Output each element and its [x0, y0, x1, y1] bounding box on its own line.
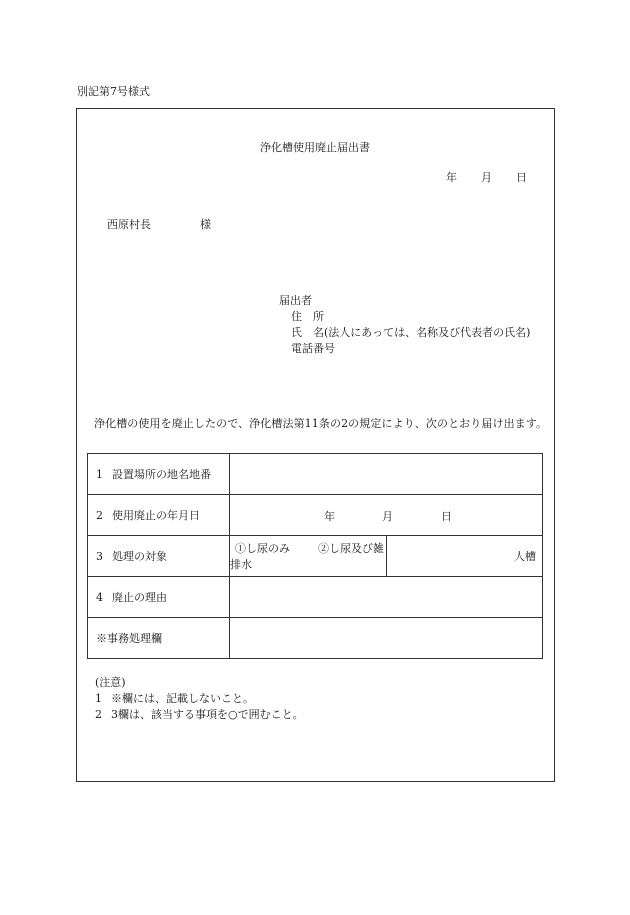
table-row — [88, 618, 543, 659]
note-number: 1 — [95, 692, 102, 705]
row-label-text: 処理の対象 — [112, 550, 167, 563]
date-year-label: 年 — [324, 510, 335, 523]
table-row — [88, 454, 543, 495]
target-options-cell[interactable] — [230, 536, 387, 577]
row-number: 4 — [96, 591, 103, 604]
date-day-label: 日 — [441, 510, 452, 523]
statement-text: 浄化槽の使用を廃止したので、浄化槽法第11条の2の規定により、次のとおり届け出ます。 — [94, 417, 548, 430]
table-row — [88, 536, 543, 577]
date-input-cell[interactable] — [230, 495, 543, 536]
addressee-honorific: 様 — [200, 218, 211, 231]
document-title: 浄化槽使用廃止届出書 — [260, 141, 370, 154]
applicant-label: 届出者 — [279, 294, 312, 307]
date-month-label: 月 — [382, 510, 393, 523]
applicant-address-label: 住 所 — [291, 310, 324, 323]
option-human-waste-only[interactable]: ①し尿のみ — [235, 542, 290, 555]
row-label-text: 使用廃止の年月日 — [112, 509, 200, 522]
form-frame — [76, 108, 555, 782]
row-number: 3 — [96, 550, 103, 563]
table-row — [88, 577, 543, 618]
form-table — [87, 453, 543, 659]
date-month-label: 月 — [481, 171, 492, 184]
form-number-label: 別記第7号様式 — [77, 85, 150, 98]
capacity-input-cell[interactable] — [386, 536, 543, 577]
row-number: 1 — [96, 468, 103, 481]
table-row — [88, 495, 543, 536]
note-text: 3欄は、該当する事項を○で囲むこと。 — [111, 708, 304, 721]
addressee-name: 西原村長 — [107, 218, 151, 231]
note-text: ※欄には、記載しないこと。 — [111, 692, 254, 705]
reason-input-cell[interactable] — [230, 577, 543, 618]
date-year-label: 年 — [446, 171, 457, 184]
row-label-text: 廃止の理由 — [112, 591, 167, 604]
note-number: 2 — [95, 708, 102, 721]
row-label-target — [88, 536, 230, 577]
office-use-cell — [230, 618, 543, 659]
row-label-date — [88, 495, 230, 536]
row-number: 2 — [96, 509, 103, 522]
date-day-label: 日 — [516, 171, 527, 184]
row-label-location — [88, 454, 230, 495]
location-input-cell[interactable] — [230, 454, 543, 495]
applicant-phone-label: 電話番号 — [291, 342, 335, 355]
row-label-reason — [88, 577, 230, 618]
note-item — [95, 692, 254, 706]
row-label-text: 設置場所の地名地番 — [112, 468, 211, 481]
option-waste-and-wastewater[interactable]: ②し尿及び雑排水 — [230, 542, 384, 571]
row-label-office-use — [88, 618, 230, 659]
capacity-unit-label: 人槽 — [514, 550, 536, 563]
note-item — [95, 708, 304, 722]
notes-heading: (注意) — [95, 676, 126, 689]
row-label-text: ※事務処理欄 — [96, 632, 162, 645]
applicant-name-label: 氏 名(法人にあっては、名称及び代表者の氏名) — [291, 326, 531, 339]
